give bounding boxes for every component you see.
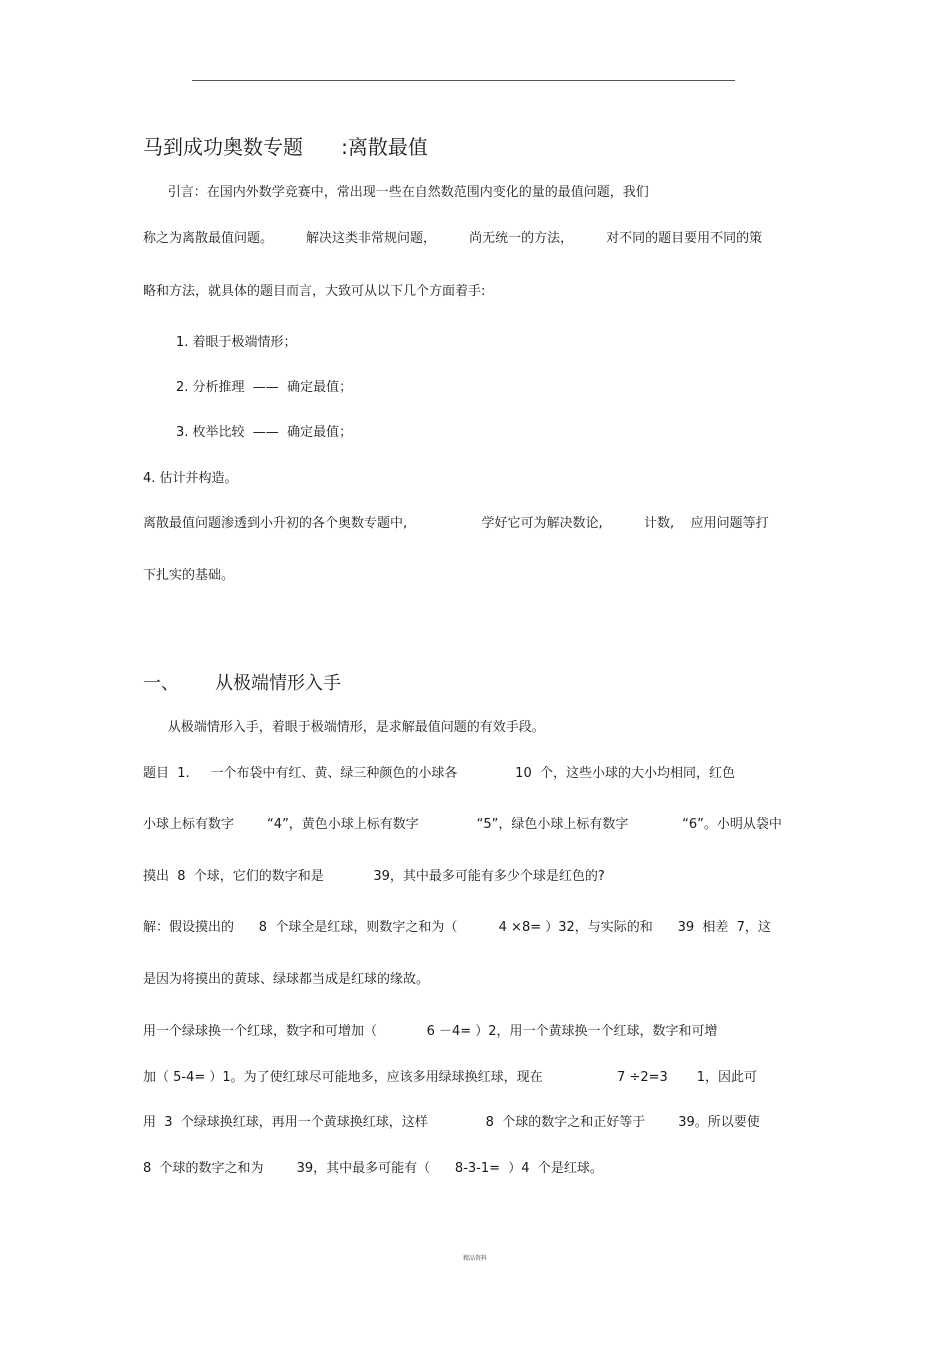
section-title: 从极端情形入手 [215, 673, 341, 694]
list-item: 4. 估计并构造。 [143, 471, 238, 486]
header-rule [192, 80, 735, 81]
body-line: 是因为将摸出的黄球、绿球都当成是红球的缘故。 [143, 972, 430, 987]
list-item: 2. 分析推理 —— 确定最值； [176, 380, 353, 395]
intro-line: 称之为离散最值问题。 解决这类非常规问题， 尚无统一的方法， 对不同的题目要用不同的策 [143, 231, 763, 246]
section-heading [143, 672, 341, 696]
section-number: 一、 [143, 673, 179, 694]
page-footer: 精品资料 [462, 1255, 487, 1262]
body-line: 用一个绿球换一个红球，数字和可增加（ 6 －4= ）2，用一个黄球换一个红球，数字和可增 [143, 1024, 718, 1039]
intro-line: 引言：在国内外数学竞赛中，常出现一些在自然数范围内变化的量的最值问题，我们 [143, 185, 649, 200]
body-line: 加（ 5-4= ）1。为了使红球尽可能地多，应该多用绿球换红球，现在 7 ÷2=3 1，因此可 [143, 1070, 757, 1085]
page-title: 马到成功奥数专题 :离散最值 [143, 135, 428, 159]
body-line: 从极端情形入手，着眼于极端情形，是求解最值问题的有效手段。 [143, 720, 545, 735]
body-line: 摸出 8 个球，它们的数字和是 39，其中最多可能有多少个球是红色的? [143, 869, 605, 884]
list-item: 1. 着眼于极端情形； [176, 335, 297, 350]
body-line: 小球上标有数字 “4”，黄色小球上标有数字 “5”，绿色小球上标有数字 “6”。小明从袋中 [143, 817, 782, 832]
intro-line: 略和方法，就具体的题目而言，大致可从以下几个方面着手: [143, 284, 486, 299]
conclusion-line: 离散最值问题渗透到小升初的各个奥数专题中, 学好它可为解决数论, 计数, 应用问题等打 [143, 516, 769, 531]
list-item: 3. 枚举比较 —— 确定最值； [176, 425, 353, 440]
conclusion-line: 下扎实的基础。 [143, 568, 235, 583]
body-line: 8 个球的数字之和为 39，其中最多可能有（ 8-3-1= ）4 个是红球。 [143, 1161, 603, 1176]
body-line: 解：假设摸出的 8 个球全是红球，则数字之和为（ 4 ×8= ）32，与实际的和 39 相差 7，这 [143, 920, 771, 935]
body-line: 用 3 个绿球换红球，再用一个黄球换红球，这样 8 个球的数字之和正好等于 39。所以要使 [143, 1115, 760, 1130]
body-line: 题目 1. 一个布袋中有红、黄、绿三种颜色的小球各 10 个，这些小球的大小均相同，红色 [143, 766, 735, 781]
